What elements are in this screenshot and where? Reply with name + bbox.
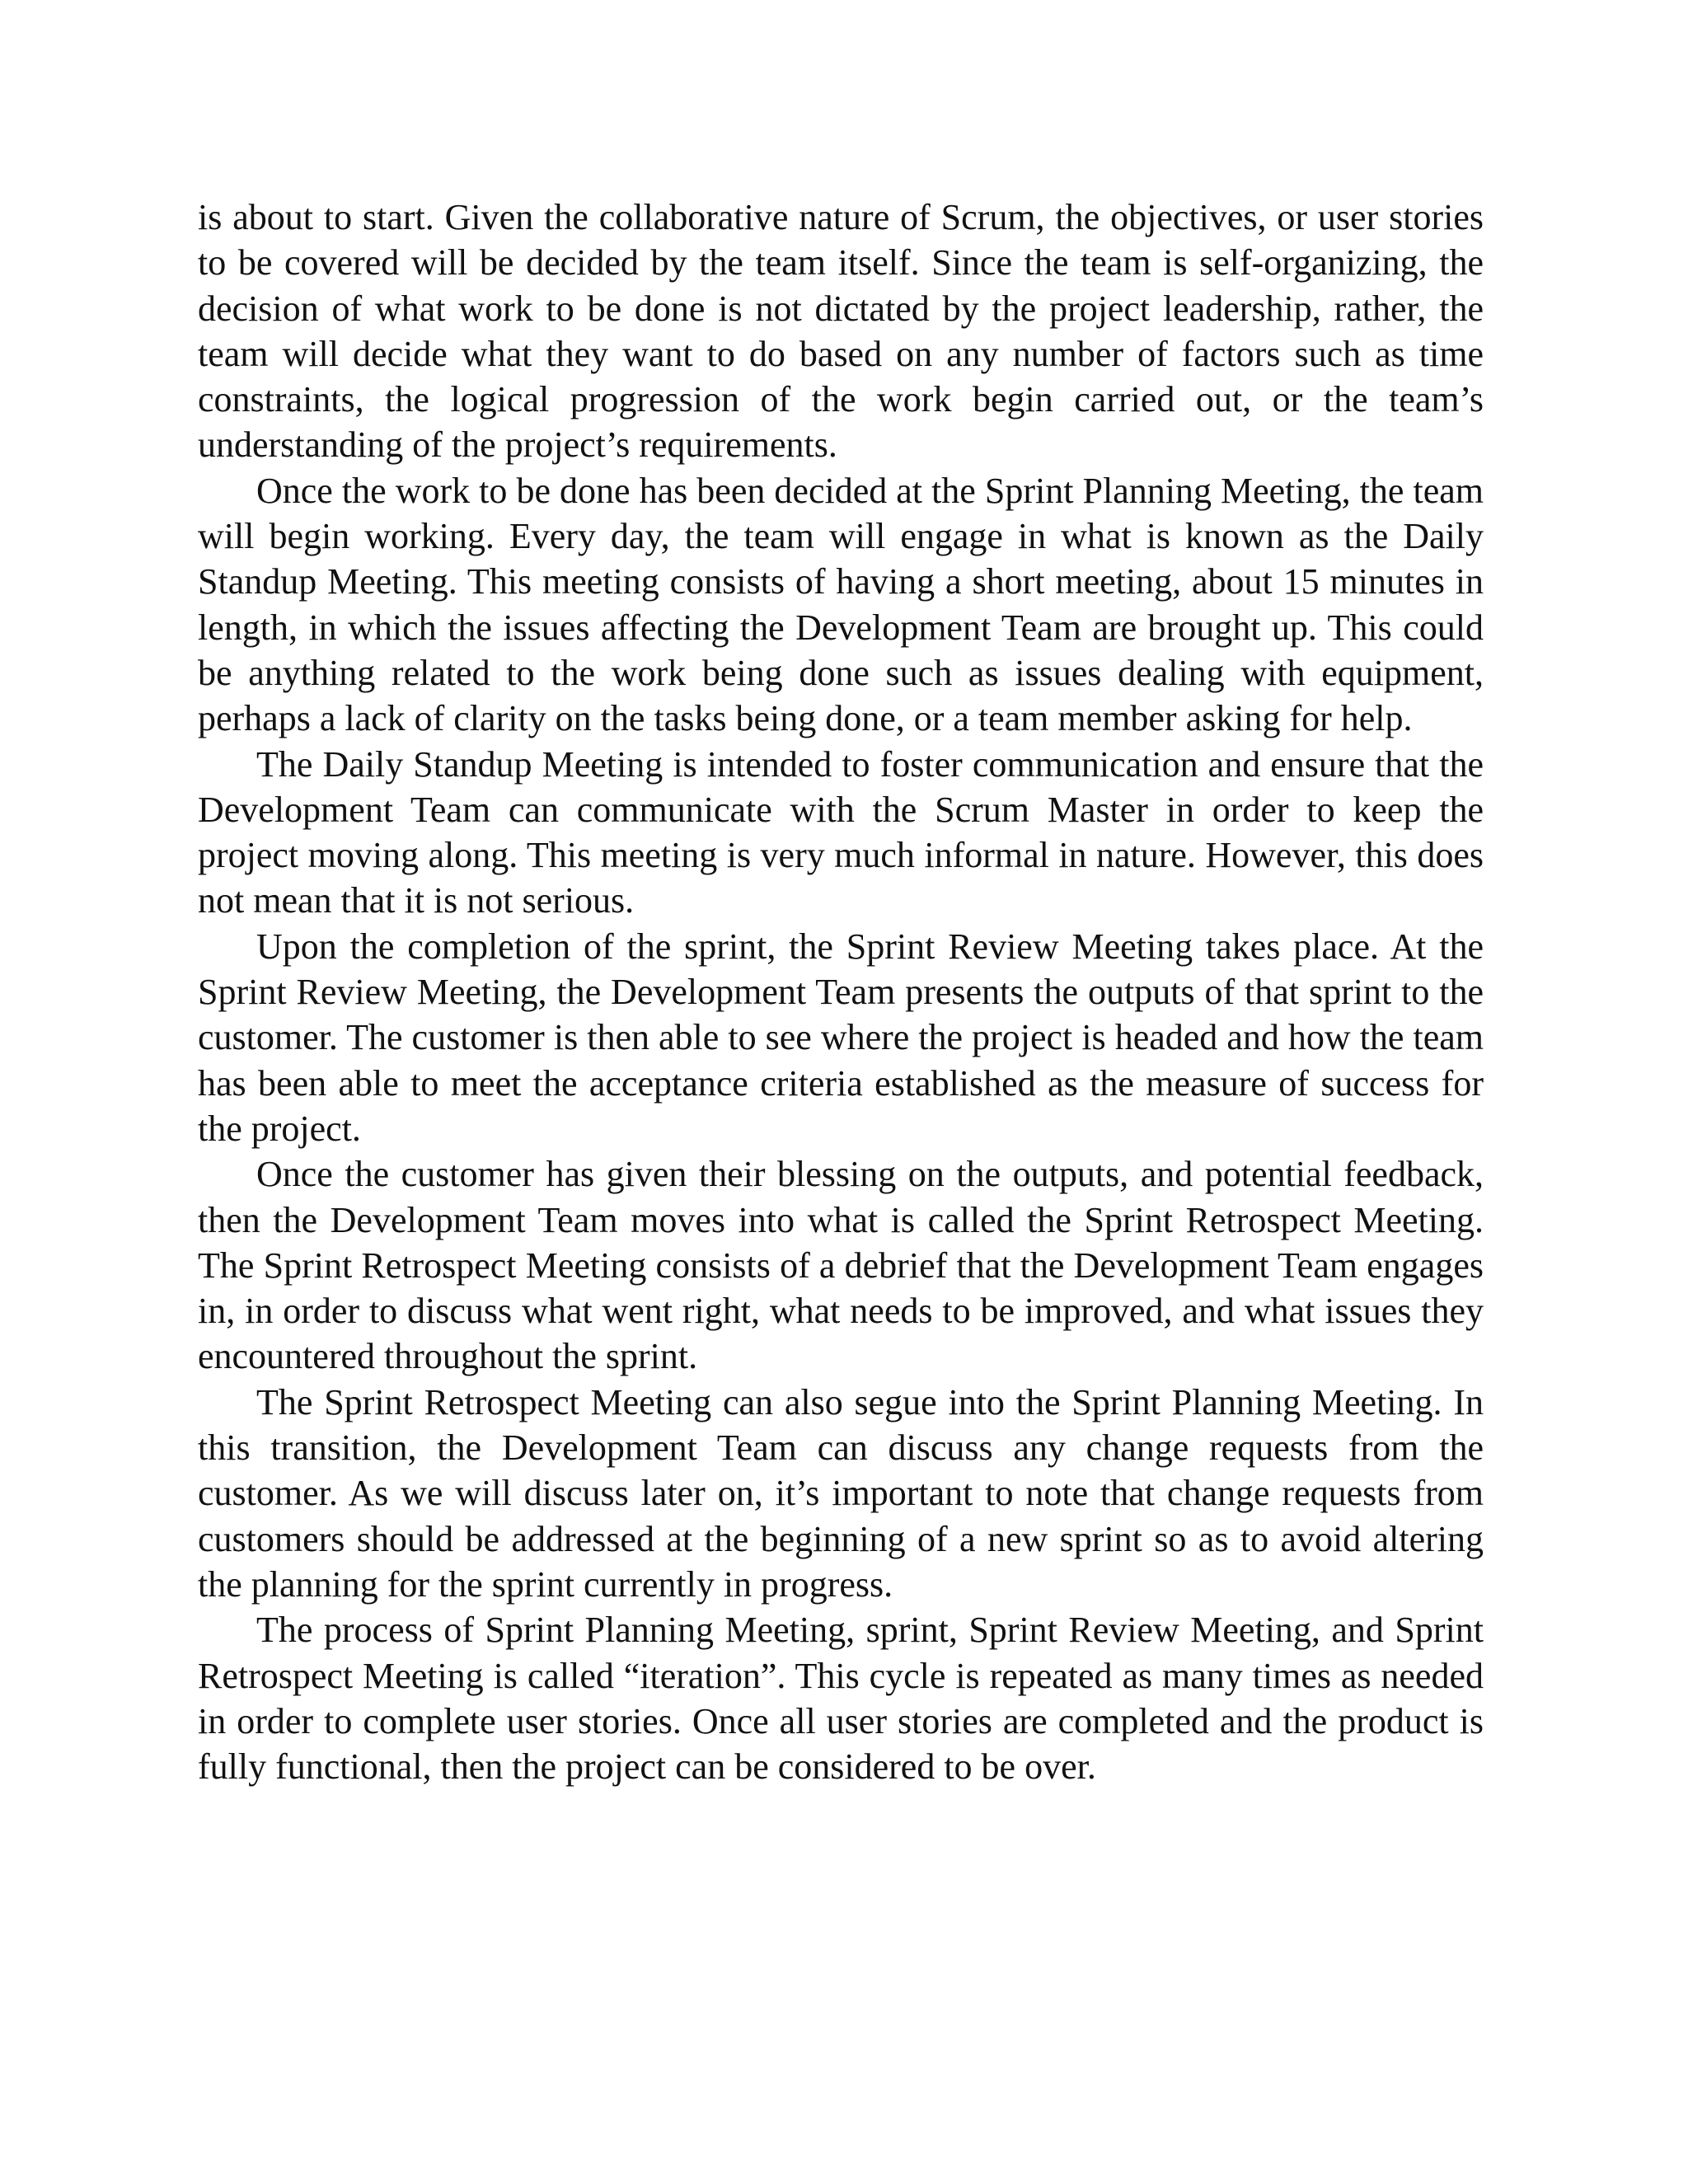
paragraph-standup-purpose: The Daily Standup Meeting is intended to foster communication and ensure that the Development Team can communicate with the Scrum Master in order to keep the project moving along. This meeting is very much informal in nature. However, this does not mean that it is not serious. bbox=[198, 743, 1484, 921]
body-text bbox=[198, 194, 1484, 1789]
paragraph-change-requests: The Sprint Retrospect Meeting can also segue into the Sprint Planning Meeting. In this transition, the Development Team can discuss any change requests from the customer. As we will discuss later on, it’s important to note that change requests from customers should be addressed at the beginning of a new sprint so as to avoid altering the planning for the sprint currently in progress. bbox=[198, 1381, 1484, 1605]
paragraph-iteration: The process of Sprint Planning Meeting, sprint, Sprint Review Meeting, and Sprint Retrospect Meeting is called “iteration”. This cycle is repeated as many times as needed in order to complete user stories. Once all user stories are completed and the product is fully functional, then the project can be considered to be over. bbox=[198, 1610, 1484, 1788]
paragraph-daily-standup: Once the work to be done has been decided at the Sprint Planning Meeting, the team will begin working. Every day, the team will engage in what is known as the Daily Standup Meeting. This meeting consists of having a short meeting, about 15 minutes in length, in which the issues affecting the Development Team are brought up. This could be anything related to the work being done such as issues dealing with equipment, perhaps a lack of clarity on the tasks being done, or a team member asking for help. bbox=[198, 470, 1484, 739]
paragraph-sprint-planning-continuation: is about to start. Given the collaborative nature of Scrum, the objectives, or user stories to be covered will be decided by the team itself. Since the team is self-organizing, the decision of what work to be done is not dictated by the project leadership, rather, the team will decide what they want to do based on any number of factors such as time constraints, the logical progression of the work begin carried out, or the team’s understanding of the project’s requirements. bbox=[198, 197, 1484, 466]
paragraph-sprint-review: Upon the completion of the sprint, the Sprint Review Meeting takes place. At the Sprint Review Meeting, the Development Team presents the outputs of that sprint to the customer. The customer is then able to see where the project is headed and how the team has been able to meet the acceptance criteria established as the measure of success for the project. bbox=[198, 926, 1484, 1149]
paragraph-sprint-retrospect: Once the customer has given their blessing on the outputs, and potential feedback, then the Development Team moves into what is called the Sprint Retrospect Meeting. The Sprint Retrospect Meeting consists of a debrief that the Development Team engages in, in order to discuss what went right, what needs to be improved, and what issues they encountered throughout the sprint. bbox=[198, 1154, 1484, 1377]
